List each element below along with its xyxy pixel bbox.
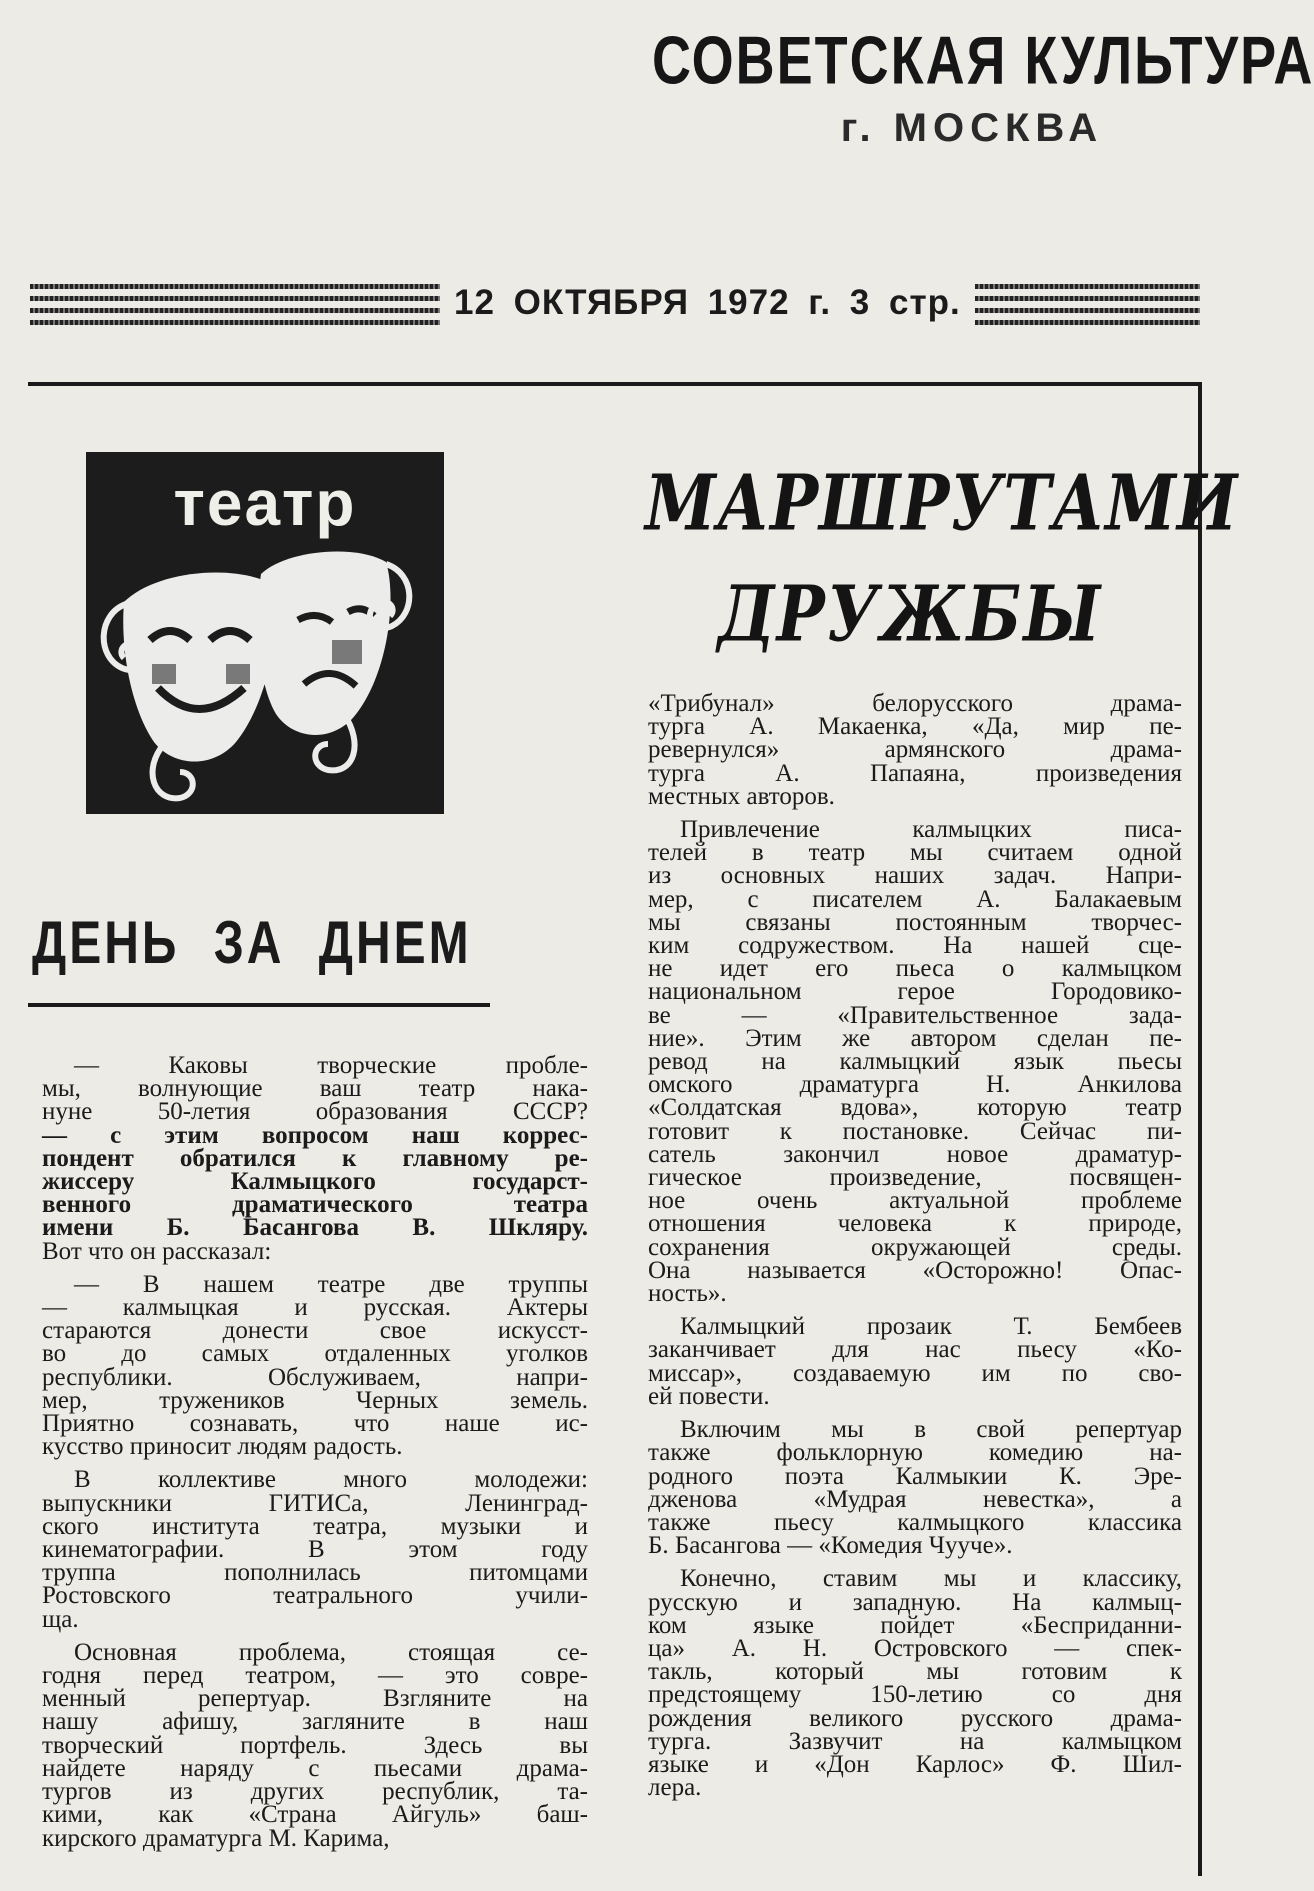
text-line: заканчивает для нас пьесу «Ко- <box>648 1336 1182 1364</box>
text-line: Конечно, ставим мы и классику, <box>680 1565 1182 1593</box>
text-line: предстоящему 150-летию со дня <box>648 1681 1182 1709</box>
text-line: творческий портфель. Здесь вы <box>42 1731 588 1759</box>
headline-line-2: ДРУЖБЫ <box>717 569 1103 660</box>
text-line: сатель закончил новое драматур- <box>648 1140 1182 1168</box>
text-line: турга А. Макаенка, «Да, мир пе- <box>648 713 1182 741</box>
text-line: также фольклорную комедию на- <box>648 1439 1182 1467</box>
text-line: Привлечение калмыцких писа- <box>680 816 1182 844</box>
newspaper-stamp <box>652 23 1314 151</box>
text-line: найдете наряду с пьесами драма- <box>42 1754 588 1782</box>
text-line: готовит к постановке. Сейчас пи- <box>648 1117 1182 1145</box>
text-line: кирского драматурга М. Карима, <box>42 1824 390 1852</box>
text-line: ей повести. <box>648 1382 770 1410</box>
dateline-label: 12 ОКТЯБРЯ 1972 г. 3 стр. <box>440 276 975 330</box>
text-line: ревернулся» армянского драма- <box>648 736 1182 764</box>
text-line: ща. <box>42 1605 79 1633</box>
newspaper-name: СОВЕТСКАЯ КУЛЬТУРА <box>652 23 1314 99</box>
text-line: — Каковы творческие пробле- <box>74 1052 588 1079</box>
theatre-logo <box>86 452 444 814</box>
text-line: мер, тружеников Черных земель. <box>42 1386 588 1414</box>
text-line: менный репертуар. Взгляните на <box>42 1685 588 1713</box>
text-line: имени Б. Басангова В. Шкляру. <box>42 1214 588 1242</box>
text-line: лера. <box>648 1774 702 1802</box>
text-line: труппа пополнилась питомцами <box>42 1559 588 1587</box>
text-line: ком языке пойдет «Бесприданни- <box>648 1611 1182 1639</box>
text-line: сохранения окружающей среды. <box>648 1233 1182 1261</box>
text-line: — В нашем театре две труппы <box>74 1270 588 1298</box>
text-line: ского института театра, музыки и <box>42 1512 588 1540</box>
text-line: В коллективе много молодежи: <box>74 1466 588 1494</box>
text-line: ревод на калмыцкий язык пьесы <box>648 1048 1182 1076</box>
text-line: также пьесу калмыцкого классика <box>648 1508 1182 1536</box>
text-line: языке и «Дон Карлос» Ф. Шил- <box>648 1750 1182 1778</box>
text-line: республики. Обслуживаем, напри- <box>42 1363 588 1391</box>
text-line: Б. Басангова — «Комедия Чууче». <box>648 1532 1013 1560</box>
text-line: гическое произведение, посвящен- <box>648 1164 1182 1192</box>
text-line: пондент обратился к главному ре- <box>42 1144 588 1172</box>
text-line: турга. Зазвучит на калмыцком <box>648 1727 1182 1755</box>
text-line: ким содружеством. На нашей сце- <box>648 932 1182 960</box>
text-line: нуне 50-летия образования СССР? <box>42 1098 588 1126</box>
text-line: стараются донести свое искусст- <box>42 1317 588 1345</box>
text-line: омского драматурга Н. Анкилова <box>648 1071 1182 1099</box>
text-line: мер, с писателем А. Балакаевым <box>648 885 1182 913</box>
text-line: русскую и западную. На калмыц- <box>648 1588 1182 1616</box>
text-line: — с этим вопросом наш коррес- <box>42 1121 588 1149</box>
text-line: кусство приносит людям радость. <box>42 1433 403 1461</box>
text-line: мы связаны постоянным творчес- <box>648 908 1182 936</box>
text-line: Ростовского театрального учили- <box>42 1582 588 1610</box>
text-line: Калмыцкий прозаик Т. Бембеев <box>680 1313 1182 1341</box>
text-line: венного драматического театра <box>42 1191 588 1219</box>
text-line: ве — «Правительственное зада- <box>648 1001 1182 1029</box>
text-line: национальном герое Городовико- <box>648 978 1182 1006</box>
text-line: Она называется «Осторожно! Опас- <box>648 1256 1182 1284</box>
text-line: ное очень актуальной проблеме <box>648 1187 1182 1215</box>
text-line: рождения великого русского драма- <box>648 1704 1182 1732</box>
text-line: миссар», создаваемую им по сво- <box>648 1359 1182 1387</box>
text-line: «Трибунал» белорусского драма- <box>648 690 1182 717</box>
text-line: кинематографии. В этом году <box>42 1536 588 1564</box>
text-line: ность». <box>648 1280 727 1308</box>
dateline <box>30 276 1200 330</box>
text-line: дженова «Мудрая невестка», а <box>648 1485 1182 1513</box>
newspaper-city: г. МОСКВА <box>840 106 1104 150</box>
text-line: из основных наших задач. Напри- <box>648 862 1182 890</box>
text-line: такль, который мы готовим к <box>648 1658 1182 1686</box>
article-headline <box>645 458 1239 660</box>
text-line: мы, волнующие ваш театр нака- <box>42 1075 588 1103</box>
text-line: жиссеру Калмыцкого государст- <box>42 1168 588 1196</box>
text-line: турга А. Папаяна, произведения <box>648 759 1182 787</box>
text-line: выпускники ГИТИСа, Ленинград- <box>42 1489 588 1517</box>
text-line: телей в театр мы считаем одной <box>648 839 1182 867</box>
headline-line-1: МАРШРУТАМИ <box>645 458 1239 549</box>
text-line: Включим мы в свой репертуар <box>680 1416 1182 1444</box>
text-line: Основная проблема, стоящая се- <box>74 1638 588 1666</box>
text-line: Приятно сознавать, что наше ис- <box>42 1410 588 1438</box>
rubric-title: ДЕНЬ ЗА ДНЕМ <box>32 910 472 977</box>
text-line: нашу афишу, загляните в наш <box>42 1708 588 1736</box>
text-line: — калмыцкая и русская. Актеры <box>42 1294 588 1322</box>
left-column-text <box>42 1054 588 1850</box>
text-line: родного поэта Калмыкии К. Эре- <box>648 1462 1182 1490</box>
text-line: ца» А. Н. Островского — спек- <box>648 1634 1182 1662</box>
text-line: Вот что он рассказал: <box>42 1237 272 1265</box>
right-column-text <box>648 690 1182 1802</box>
text-line: во до самых отдаленных уголков <box>42 1340 588 1368</box>
text-line: годня перед театром, — это совре- <box>42 1662 588 1690</box>
rubric-rule <box>28 1003 490 1007</box>
text-line: «Солдатская вдова», которую театр <box>648 1094 1182 1122</box>
text-line: не идет его пьеса о калмыцком <box>648 955 1182 983</box>
text-line: ние». Этим же автором сделан пе- <box>648 1024 1182 1052</box>
text-line: тургов из других республик, та- <box>42 1778 588 1806</box>
text-line: отношения человека к природе, <box>648 1210 1182 1238</box>
text-line: местных авторов. <box>648 782 835 810</box>
text-line: кими, как «Страна Айгуль» баш- <box>42 1801 588 1829</box>
logo-word: театр <box>173 467 357 539</box>
